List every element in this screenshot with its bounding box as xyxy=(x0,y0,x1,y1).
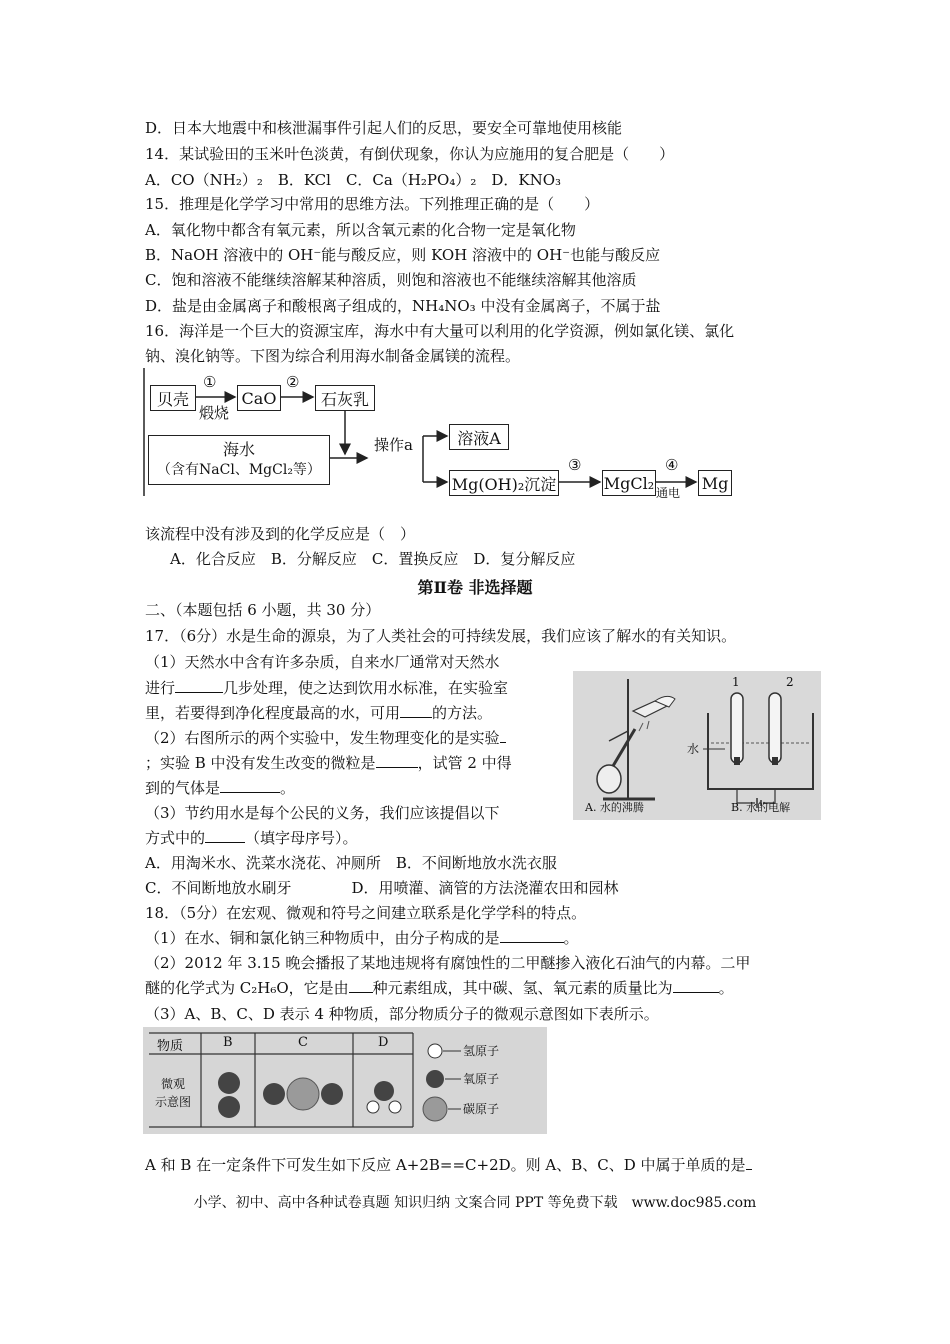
seawater-label: 海水 xyxy=(222,440,255,459)
mgoh2-box: Mg(OH)₂沉淀 xyxy=(449,470,559,496)
question-17-2a xyxy=(145,728,506,748)
q17-3b-pre: 方式中的 xyxy=(145,829,206,847)
question-17-1c xyxy=(145,703,492,723)
calcine-label: 煅烧 xyxy=(199,404,230,422)
answer-blank[interactable] xyxy=(500,728,506,743)
step-3-label: ③ xyxy=(568,456,582,474)
seawater-sub-label: （含有NaCl、MgCl₂等） xyxy=(157,462,321,478)
question-16-line2: 钠、溴化钠等。下图为综合利用海水制备金属镁的流程。 xyxy=(145,347,521,365)
step-2-label: ② xyxy=(286,373,300,391)
question-16-options: A．化合反应 B．分解反应 C．置换反应 D．复分解反应 xyxy=(170,550,576,568)
q18-1-post: 。 xyxy=(563,929,579,947)
q17-2a-text: （2）右图所示的两个实验中，发生物理变化的是实验 xyxy=(145,729,500,747)
table-header-c: C xyxy=(298,1035,308,1050)
page-footer: 小学、初中、高中各种试卷真题 知识归纳 文案合同 PPT 等免费下载 www.doc985.com xyxy=(193,1195,757,1211)
option-line: D．日本大地震中和核泄漏事件引起人们的反思，要安全可靠地使用核能 xyxy=(145,119,623,137)
tube-2-label: 2 xyxy=(786,675,794,689)
question-15-option-c: C．饱和溶液不能继续溶解某种溶质，则饱和溶液也不能继续溶解其他溶质 xyxy=(145,271,637,289)
q18-2b-mid: 种元素组成，其中碳、氢、氧元素的质量比为 xyxy=(372,979,673,997)
table-header-substance: 物质 xyxy=(157,1039,184,1054)
q17-2b-post: ，试管 2 中得 xyxy=(417,754,512,772)
question-17-options-2: C．不间断地放水刷牙 D．用喷灌、滴管的方法浇灌农田和园林 xyxy=(145,879,619,897)
question-17-3a: （3）节约用水是每个公民的义务，我们应该提倡以下 xyxy=(145,804,500,822)
question-18-last xyxy=(145,1155,752,1175)
question-14-options: A．CO（NH₂）₂ B．KCl C．Ca（H₂PO₄）₂ D．KNO₃ xyxy=(145,171,562,189)
legend-oxygen: 氧原子 xyxy=(463,1072,500,1086)
caption-b: B. 水的电解 xyxy=(731,801,791,814)
q17-1b-post: 几步处理，使之达到饮用水标准，在实验室 xyxy=(223,679,509,697)
question-15-option-a: A．氧化物中都含有氧元素，所以含氧元素的化合物一定是氧化物 xyxy=(145,221,576,239)
seawater-box xyxy=(148,435,330,485)
shell-box: 贝壳 xyxy=(150,385,196,411)
table-header-d: D xyxy=(378,1035,389,1050)
table-header-b: B xyxy=(223,1035,233,1050)
question-17-1a: （1）天然水中含有许多杂质，自来水厂通常对天然水 xyxy=(145,653,500,671)
question-17: 17．（6分）水是生命的源泉，为了人类社会的可持续发展，我们应该了解水的有关知识。 xyxy=(145,627,737,645)
q17-2b-pre: ；实验 B 中没有发生改变的微粒是 xyxy=(145,754,376,772)
q17-2c-pre: 到的气体是 xyxy=(145,779,221,797)
q18-last-text: A 和 B 在一定条件下可发生如下反应 A+2B==C+2D。则 A、B、C、D 中属于单质的是 xyxy=(145,1156,746,1174)
question-15: 15．推理是化学学习中常用的思维方法。下列推理正确的是（ ） xyxy=(145,195,600,213)
water-label: 水 xyxy=(687,742,700,756)
lime-milk-box: 石灰乳 xyxy=(315,385,375,411)
molecule-table-figure xyxy=(143,1027,547,1134)
answer-blank[interactable] xyxy=(500,928,564,943)
magnesium-flow-diagram xyxy=(143,368,743,498)
q17-1b-pre: 进行 xyxy=(145,679,176,697)
section-2-heading: 二、（本题包括 6 小题，共 30 分） xyxy=(145,601,381,619)
part-2-title: 第Ⅱ卷 非选择题 xyxy=(417,578,533,597)
question-16-ask: 该流程中没有涉及到的化学反应是（ ） xyxy=(145,525,416,543)
answer-blank[interactable] xyxy=(400,703,432,718)
cao-box: CaO xyxy=(237,385,281,411)
answer-blank[interactable] xyxy=(220,778,280,793)
q17-2c-post: 。 xyxy=(280,779,296,797)
q18-2b-post: 。 xyxy=(718,979,734,997)
question-15-option-d: D．盐是由金属离子和酸根离子组成的，NH₄NO₃ 中没有金属离子，不属于盐 xyxy=(145,297,661,315)
legend-hydrogen: 氢原子 xyxy=(463,1044,500,1058)
question-18-2a: （2）2012 年 3.15 晚会播报了某地违规将有腐蚀性的二甲醚掺入液化石油气的内幕。二甲 xyxy=(145,954,751,972)
question-14: 14．某试验田的玉米叶色淡黄，有倒伏现象，你认为应施用的复合肥是（ ） xyxy=(145,145,675,163)
caption-a: A. 水的沸腾 xyxy=(585,801,644,814)
answer-blank[interactable] xyxy=(673,978,719,993)
legend-carbon: 碳原子 xyxy=(463,1102,500,1116)
q17-1c-post: 的方法。 xyxy=(432,704,493,722)
q17-3b-post: （填字母序号）。 xyxy=(245,829,358,847)
answer-blank[interactable] xyxy=(175,678,223,693)
row-label-line1: 微观 xyxy=(161,1077,186,1091)
answer-blank[interactable] xyxy=(376,753,418,768)
operation-a-label: 操作a xyxy=(374,436,413,454)
step-1-label: ① xyxy=(203,373,217,391)
question-18-3: （3）A、B、C、D 表示 4 种物质，部分物质分子的微观示意图如下表所示。 xyxy=(145,1005,659,1023)
question-17-3b xyxy=(145,828,358,848)
mg-box: Mg xyxy=(698,470,732,496)
mgcl2-box: MgCl₂ xyxy=(602,470,656,496)
water-experiment-figure xyxy=(573,671,821,820)
question-17-1b xyxy=(145,678,508,698)
q18-1-pre: （1）在水、铜和氯化钠三种物质中，由分子构成的是 xyxy=(145,929,500,947)
q18-2b-pre: 醚的化学式为 C₂H₆O，它是由 xyxy=(145,979,349,997)
row-label-line2: 示意图 xyxy=(155,1095,192,1109)
tube-1-label: 1 xyxy=(732,675,740,689)
answer-blank[interactable] xyxy=(349,978,373,993)
question-18: 18．（5分）在宏观、微观和符号之间建立联系是化学学科的特点。 xyxy=(145,904,587,922)
question-18-2b xyxy=(145,978,734,998)
question-17-2b xyxy=(145,753,512,773)
question-15-option-b: B．NaOH 溶液中的 OH⁻能与酸反应，则 KOH 溶液中的 OH⁻也能与酸反应 xyxy=(145,246,661,264)
question-17-options-1: A．用淘米水、洗菜水浇花、冲厕所 B．不间断地放水洗衣服 xyxy=(145,854,557,872)
solution-a-box: 溶液A xyxy=(449,424,509,450)
question-16-line1: 16．海洋是一个巨大的资源宝库，海水中有大量可以利用的化学资源，例如氯化镁、氯化 xyxy=(145,322,735,340)
electrolysis-label: 通电 xyxy=(656,486,681,500)
step-4-label: ④ xyxy=(665,456,679,474)
answer-blank[interactable] xyxy=(746,1155,752,1170)
q17-1c-pre: 里，若要得到净化程度最高的水，可用 xyxy=(145,704,401,722)
question-18-1 xyxy=(145,928,579,948)
question-17-2c xyxy=(145,778,295,798)
answer-blank[interactable] xyxy=(205,828,245,843)
